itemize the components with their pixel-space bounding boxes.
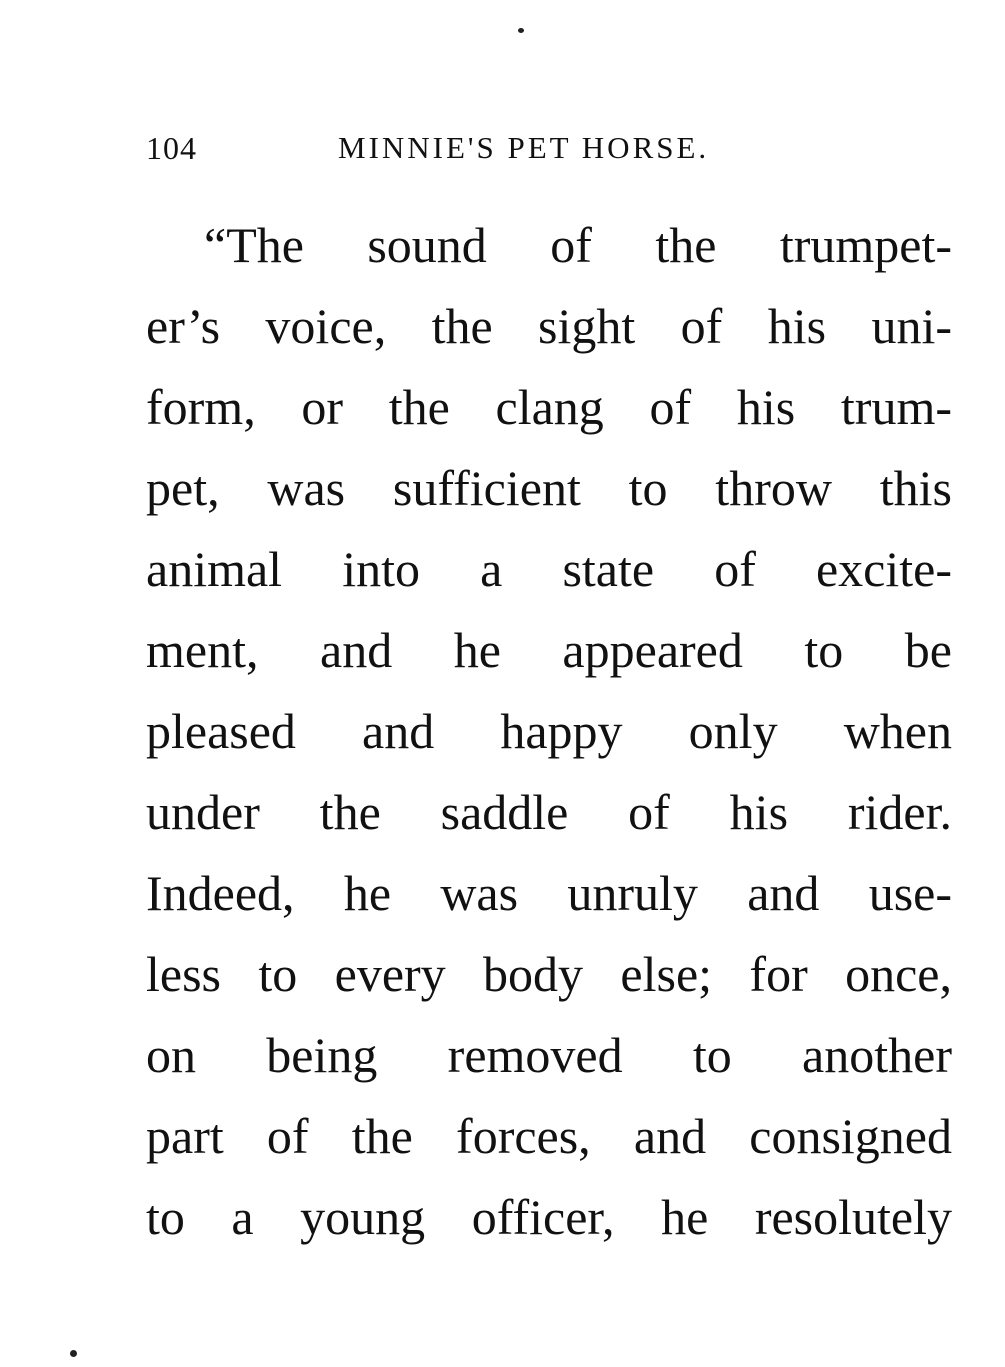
text-line: form, or the clang of his trum-	[146, 379, 952, 435]
text-line: part of the forces, and consigned	[146, 1108, 952, 1164]
text-line: under the saddle of his rider.	[146, 784, 952, 840]
text-line: ment, and he appeared to be	[146, 622, 952, 678]
running-title: MINNIE'S PET HORSE.	[338, 130, 710, 165]
text-line: pet, was sufficient to throw this	[146, 460, 952, 516]
text-line: pleased and happy only when	[146, 703, 952, 759]
body-text	[146, 205, 952, 1258]
text-line: animal into a state of excite-	[146, 541, 952, 597]
text-line: on being removed to another	[146, 1027, 952, 1083]
text-line: less to every body else; for once,	[146, 946, 952, 1002]
page-header	[146, 128, 956, 168]
page-number: 104	[146, 130, 197, 166]
text-line: er’s voice, the sight of his uni-	[146, 298, 952, 354]
text-line: to a young officer, he resolutely	[146, 1189, 952, 1245]
text-line: Indeed, he was unruly and use-	[146, 865, 952, 921]
ink-speck	[70, 1350, 77, 1357]
ink-speck	[518, 28, 524, 33]
text-line: “The sound of the trumpet-	[204, 217, 952, 273]
